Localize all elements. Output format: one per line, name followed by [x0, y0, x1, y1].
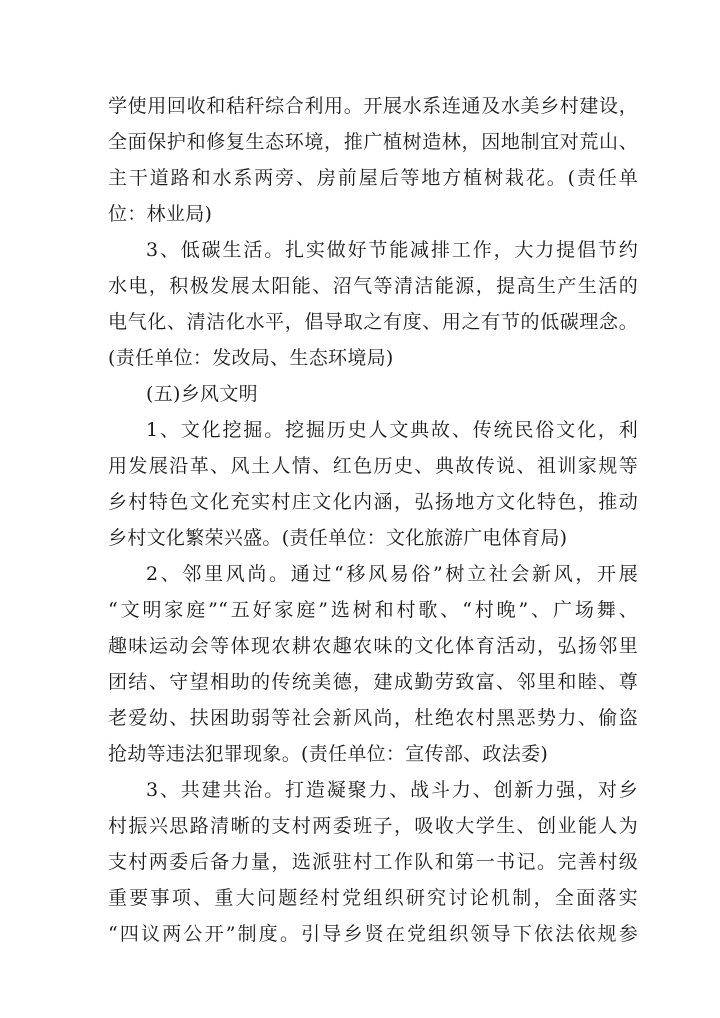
text-line: 1、文化挖掘。挖掘历史人文典故、传统民俗文化，利 — [146, 419, 638, 441]
text-line: 乡村特色文化充实村庄文化内涵，弘扬地方文化特色，推动 — [108, 491, 638, 513]
text-line: 2、邻里风尚。通过“移风易俗”树立社会新风，开展 — [146, 563, 638, 585]
text-line: 支村两委后备力量，选派驻村工作队和第一书记。完善村级 — [108, 851, 638, 873]
text-line: 学使用回收和秸秆综合利用。开展水系连通及水美乡村建设， — [108, 95, 638, 117]
text-line: 3、共建共治。打造凝聚力、战斗力、创新力强，对乡 — [146, 779, 638, 801]
text-line: 用发展沿革、风土人情、红色历史、典故传说、祖训家规等 — [108, 455, 638, 477]
text-line: 位：林业局) — [108, 203, 213, 225]
text-line: 团结、守望相助的传统美德，建成勤劳致富、邻里和睦、尊 — [108, 671, 638, 693]
document-body — [108, 88, 638, 952]
text-line: 抢劫等违法犯罪现象。(责任单位：宣传部、政法委) — [108, 743, 549, 765]
text-line: 乡村文化繁荣兴盛。(责任单位：文化旅游广电体育局) — [108, 527, 568, 549]
text-line: 水电，积极发展太阳能、沼气等清洁能源，提高生产生活的 — [108, 275, 638, 297]
text-line: (五)乡风文明 — [146, 383, 258, 405]
text-line: “文明家庭”“五好家庭”选树和村歌、“村晚”、广场舞、 — [108, 599, 638, 621]
text-line: “四议两公开”制度。引导乡贤在党组织领导下依法依规参 — [108, 923, 638, 945]
text-line: 3、低碳生活。扎实做好节能减排工作，大力提倡节约 — [146, 239, 638, 261]
text-line: 重要事项、重大问题经村党组织研究讨论机制，全面落实 — [108, 887, 638, 909]
text-line: 村振兴思路清晰的支村两委班子，吸收大学生、创业能人为 — [108, 815, 638, 837]
text-line: 趣味运动会等体现农耕农趣农味的文化体育活动，弘扬邻里 — [108, 635, 638, 657]
text-line: 主干道路和水系两旁、房前屋后等地方植树栽花。(责任单 — [108, 167, 638, 189]
text-line: 全面保护和修复生态环境，推广植树造林，因地制宜对荒山、 — [108, 131, 638, 153]
text-line: 老爱幼、扶困助弱等社会新风尚，杜绝农村黑恶势力、偷盗 — [108, 707, 638, 729]
text-line: 电气化、清洁化水平，倡导取之有度、用之有节的低碳理念。 — [108, 311, 638, 333]
text-line: (责任单位：发改局、生态环境局) — [108, 347, 394, 369]
